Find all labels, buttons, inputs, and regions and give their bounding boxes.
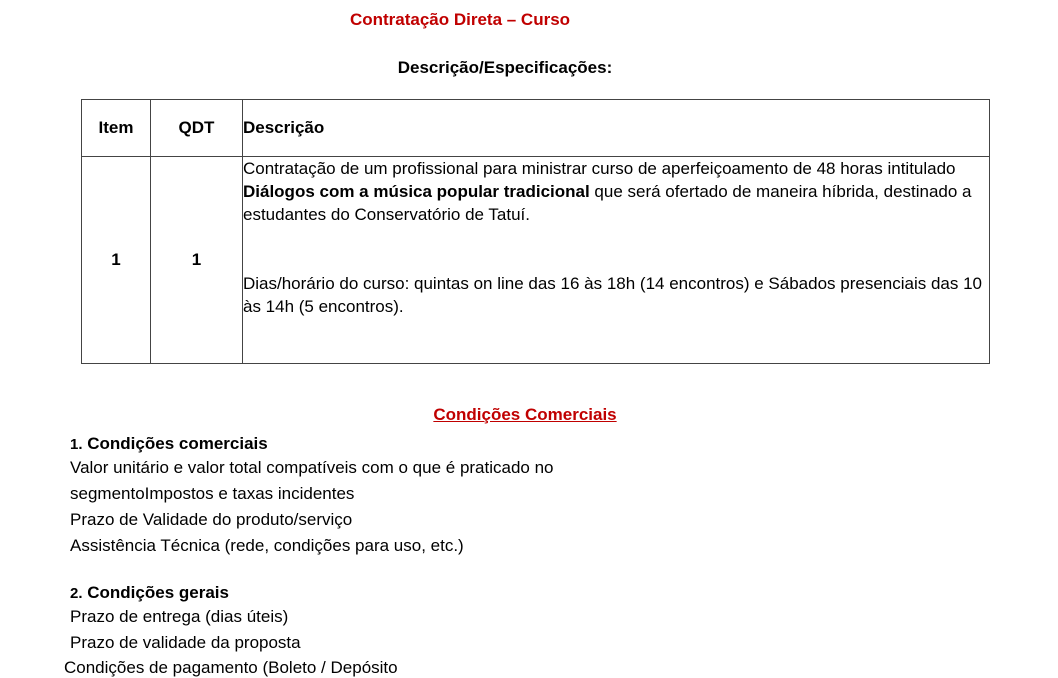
cell-qdt: 1 (151, 157, 243, 364)
group-heading (70, 583, 301, 604)
schedule-paragraph: Dias/horário do curso: quintas on line das 16 às 18h (14 encontros) e Sábados presenciais das 10 às 14h (5 encontros). (243, 274, 983, 316)
header-item: Item (82, 100, 151, 157)
cell-description (243, 157, 990, 364)
list-item: segmentoImpostos e taxas incidentes (70, 484, 355, 503)
list-item: Prazo de Validade do produto/serviço (70, 510, 353, 529)
group-title: Condições comerciais (87, 434, 268, 453)
description-rest: que será ofertado de maneira híbrida, destinado a estudantes do Conservatório de Tatuí. (243, 182, 972, 224)
specification-table (81, 99, 990, 364)
description-intro: Contratação de um profissional para ministrar curso de aperfeiçoamento de 48 horas intitulado (243, 159, 956, 178)
payment-conditions-line: Condições de pagamento (Boleto / Depósito (64, 658, 398, 677)
cell-item: 1 (82, 157, 151, 364)
header-description: Descrição (243, 100, 990, 157)
group-number: 2. (70, 585, 83, 602)
description-paragraph (243, 157, 989, 226)
table-header-row (82, 100, 990, 157)
header-qdt: QDT (151, 100, 243, 157)
group-title: Condições gerais (87, 583, 229, 602)
document-subtitle: Descrição/Especificações: (397, 58, 613, 77)
list-item: Valor unitário e valor total compatíveis com o que é praticado no (70, 458, 554, 477)
course-title: Diálogos com a música popular tradicional (243, 182, 590, 201)
document-title: Contratação Direta – Curso (349, 10, 571, 29)
conditions-group-commercial (70, 434, 554, 559)
group-number: 1. (70, 436, 83, 453)
group-heading (70, 434, 554, 455)
list-item: Assistência Técnica (rede, condições para uso, etc.) (70, 536, 464, 555)
list-item: Prazo de validade da proposta (70, 633, 301, 652)
table-row (82, 157, 990, 364)
list-item: Prazo de entrega (dias úteis) (70, 607, 289, 626)
conditions-group-general (70, 583, 301, 656)
commercial-section-title: Condições Comerciais (433, 405, 617, 424)
